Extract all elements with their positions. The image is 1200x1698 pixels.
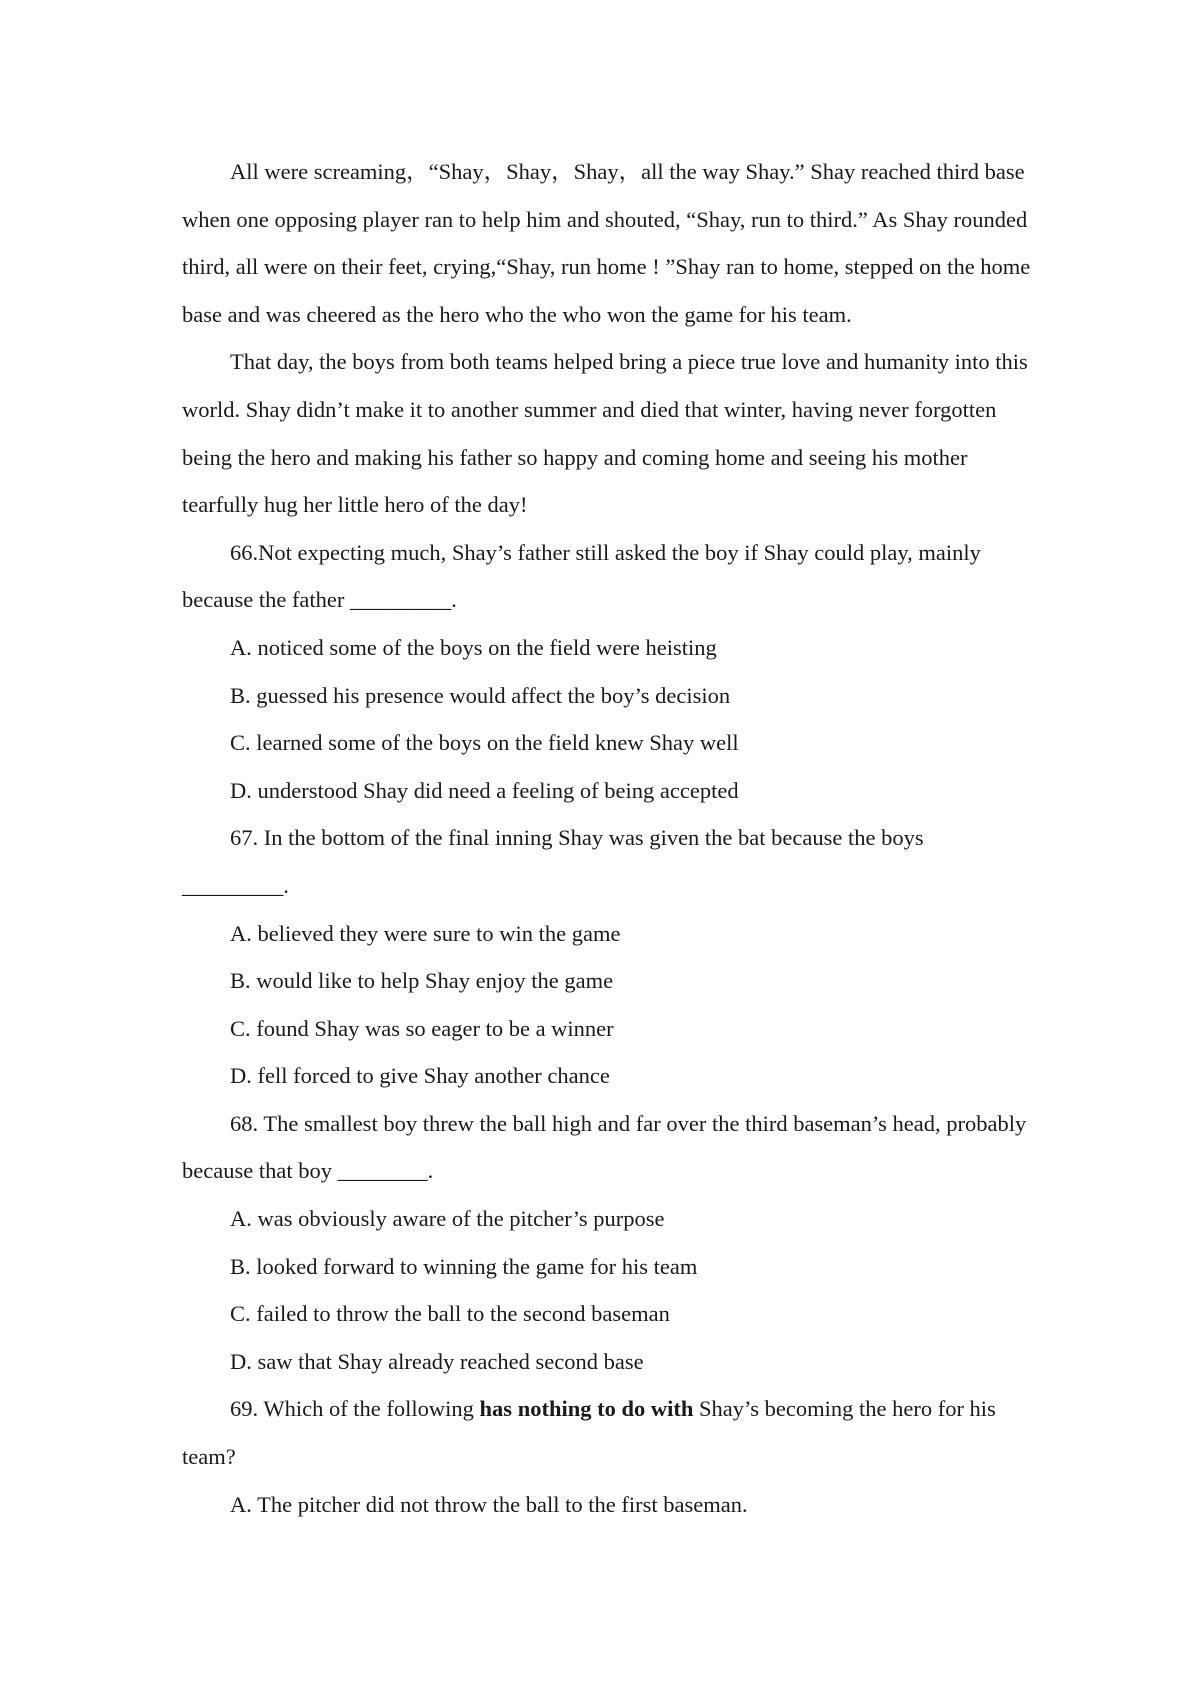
option-c: C. failed to throw the ball to the second baseman [230,1301,670,1327]
stem-prefix: 69. Which of the following [230,1396,480,1422]
answer-blank: _________. [182,872,289,898]
question-68 [182,1100,1042,1386]
question-stem: 67. In the bottom of the final inning Shay was given the bat because the boys [230,825,924,851]
passage-paragraph-2: That day, the boys from both teams helped bring a piece true love and humanity into this world. Shay didn’t make it to another summer and died that winter, having never forgotten being the hero and making his father so happy and coming home and seeing his mother tearfully hug her little hero of the day! [182,349,1028,518]
option-d: D. fell forced to give Shay another chance [230,1063,610,1089]
document-page [182,148,1042,1528]
option-a: A. was obviously aware of the pitcher’s purpose [230,1206,665,1232]
option-a: A. noticed some of the boys on the field were heisting [230,634,717,660]
stem-suffix: Shay’s becoming the hero for his team? [182,1396,996,1470]
option-c: C. learned some of the boys on the field knew Shay well [230,730,739,756]
question-stem: 68. The smallest boy threw the ball high and far over the third baseman’s head, probably because that boy ________. [182,1110,1027,1184]
question-67 [182,814,1042,1100]
option-d: D. understood Shay did need a feeling of being accepted [230,777,739,803]
option-a: A. believed they were sure to win the game [230,920,621,946]
option-b: B. guessed his presence would affect the boy’s decision [230,682,731,708]
question-66 [182,529,1042,815]
passage-paragraph-1: All were screaming，“Shay，Shay，Shay，all the way Shay.” Shay reached third base when one opposing player ran to help him and shouted, “Shay, run to third.” As Shay rounded third, all were on their feet, crying,“Shay, run home ! ”Shay ran to home, stepped on the home base and was cheered as the hero who the who won the game for his team. [182,159,1031,327]
option-b: B. looked forward to winning the game for his team [230,1253,698,1279]
option-c: C. found Shay was so eager to be a winner [230,1015,614,1041]
question-stem [182,1385,1042,1480]
option-a: A. The pitcher did not throw the ball to the first baseman. [230,1491,748,1517]
question-69 [182,1385,1042,1528]
question-stem: 66.Not expecting much, Shay’s father still asked the boy if Shay could play, mainly because the father _________. [182,539,981,613]
option-b: B. would like to help Shay enjoy the game [230,968,614,994]
stem-emphasis: has nothing to do with [479,1396,694,1422]
option-d: D. saw that Shay already reached second base [230,1348,644,1374]
